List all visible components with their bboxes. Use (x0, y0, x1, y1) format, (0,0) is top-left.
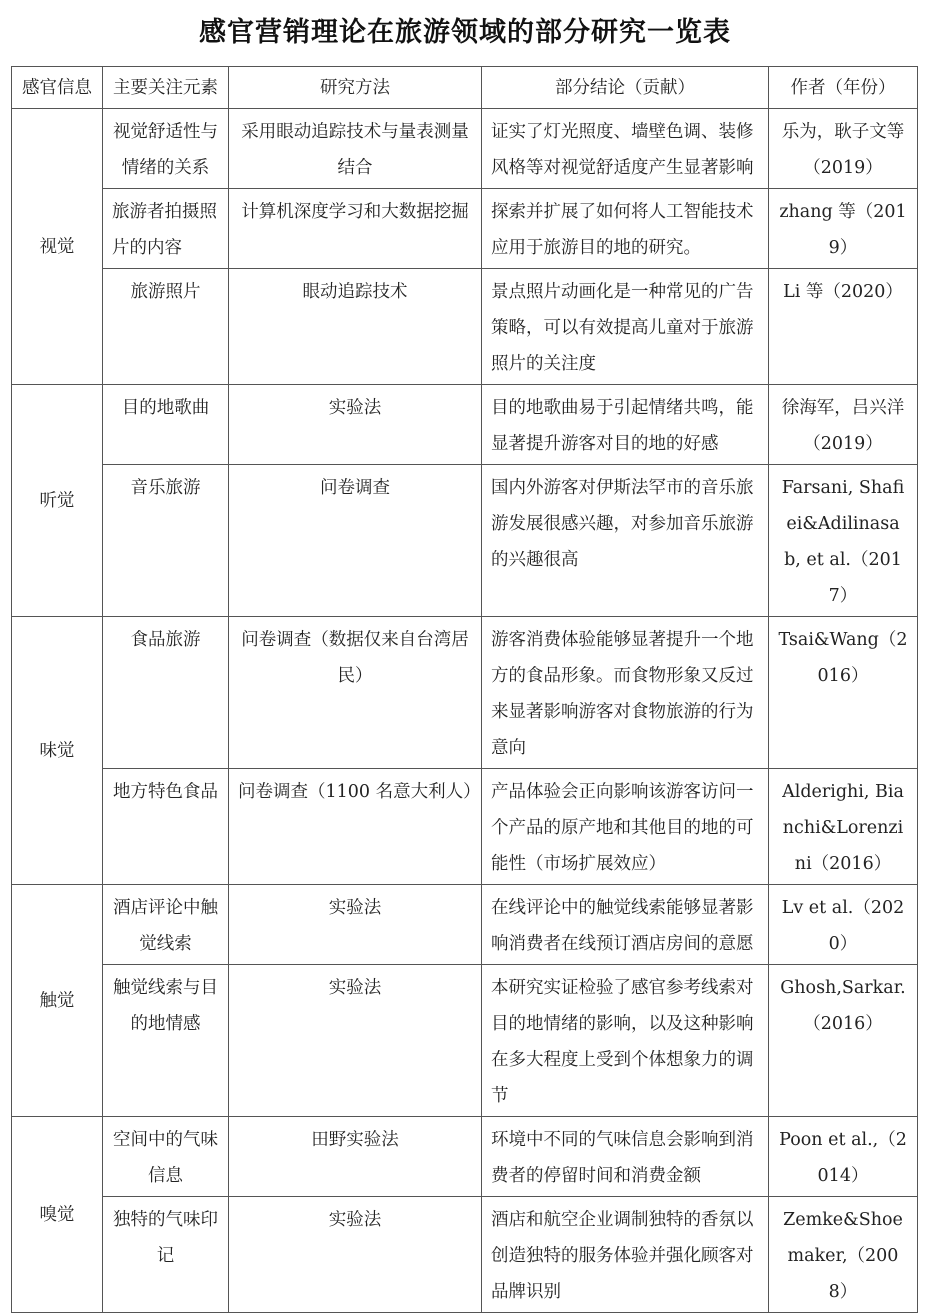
element-cell: 独特的气味印记 (103, 1197, 229, 1313)
element-cell: 触觉线索与目的地情感 (103, 965, 229, 1117)
page-title: 感官营销理论在旅游领域的部分研究一览表 (199, 17, 731, 48)
conclusion-cell: 酒店和航空企业调制独特的香氛以创造独特的服务体验并强化顾客对品牌识别 (482, 1197, 769, 1313)
method-cell: 问卷调查（数据仅来自台湾居民） (229, 617, 482, 769)
table-row (12, 1117, 918, 1197)
conclusion-cell: 证实了灯光照度、墙壁色调、装修风格等对视觉舒适度产生显著影响 (482, 109, 769, 189)
element-cell: 酒店评论中触觉线索 (103, 885, 229, 965)
method-cell: 采用眼动追踪技术与量表测量结合 (229, 109, 482, 189)
author-cell: Ghosh,Sarkar.（2016） (769, 965, 918, 1117)
method-cell: 眼动追踪技术 (229, 269, 482, 385)
element-cell: 地方特色食品 (103, 769, 229, 885)
header-element: 主要关注元素 (103, 67, 229, 109)
author-cell: zhang 等（2019） (769, 189, 918, 269)
element-cell: 空间中的气味信息 (103, 1117, 229, 1197)
table-row (12, 965, 918, 1117)
author-cell: Tsai&Wang（2016） (769, 617, 918, 769)
author-cell: Alderighi, Bianchi&Lorenzini（2016） (769, 769, 918, 885)
element-cell: 旅游照片 (103, 269, 229, 385)
element-cell: 旅游者拍摄照片的内容 (103, 189, 229, 269)
sense-cell: 视觉 (12, 109, 103, 385)
author-cell: Poon et al.,（2014） (769, 1117, 918, 1197)
conclusion-cell: 产品体验会正向影响该游客访问一个产品的原产地和其他目的地的可能性（市场扩展效应） (482, 769, 769, 885)
sense-cell: 嗅觉 (12, 1117, 103, 1313)
table-row (12, 617, 918, 769)
element-cell: 音乐旅游 (103, 465, 229, 617)
conclusion-cell: 环境中不同的气味信息会影响到消费者的停留时间和消费金额 (482, 1117, 769, 1197)
table-row (12, 465, 918, 617)
method-cell: 实验法 (229, 965, 482, 1117)
sense-cell: 味觉 (12, 617, 103, 885)
sense-cell: 听觉 (12, 385, 103, 617)
author-cell: Farsani, Shafiei&Adilinasab, et al.（2017） (769, 465, 918, 617)
conclusion-cell: 本研究实证检验了感官参考线索对目的地情绪的影响，以及这种影响在多大程度上受到个体想象力的调节 (482, 965, 769, 1117)
header-row (12, 67, 918, 109)
method-cell: 问卷调查 (229, 465, 482, 617)
method-cell: 田野实验法 (229, 1117, 482, 1197)
header-sense: 感官信息 (12, 67, 103, 109)
author-cell: 乐为，耿子文等（2019） (769, 109, 918, 189)
method-cell: 问卷调查（1100 名意大利人） (229, 769, 482, 885)
method-cell: 计算机深度学习和大数据挖掘 (229, 189, 482, 269)
method-cell: 实验法 (229, 885, 482, 965)
method-cell: 实验法 (229, 385, 482, 465)
author-cell: Li 等（2020） (769, 269, 918, 385)
sense-cell: 触觉 (12, 885, 103, 1117)
table-row (12, 269, 918, 385)
element-cell: 目的地歌曲 (103, 385, 229, 465)
conclusion-cell: 景点照片动画化是一种常见的广告策略，可以有效提高儿童对于旅游照片的关注度 (482, 269, 769, 385)
table-row (12, 1197, 918, 1313)
element-cell: 视觉舒适性与情绪的关系 (103, 109, 229, 189)
table-row (12, 189, 918, 269)
header-author: 作者（年份） (769, 67, 918, 109)
table-row (12, 885, 918, 965)
conclusion-cell: 游客消费体验能够显著提升一个地方的食品形象。而食物形象又反过来显著影响游客对食物旅游的行为意向 (482, 617, 769, 769)
header-conclusion: 部分结论（贡献） (482, 67, 769, 109)
table-row (12, 109, 918, 189)
element-cell: 食品旅游 (103, 617, 229, 769)
header-method: 研究方法 (229, 67, 482, 109)
method-cell: 实验法 (229, 1197, 482, 1313)
conclusion-cell: 目的地歌曲易于引起情绪共鸣，能显著提升游客对目的地的好感 (482, 385, 769, 465)
conclusion-cell: 在线评论中的触觉线索能够显著影响消费者在线预订酒店房间的意愿 (482, 885, 769, 965)
author-cell: Lv et al.（2020） (769, 885, 918, 965)
author-cell: 徐海军，吕兴洋（2019） (769, 385, 918, 465)
author-cell: Zemke&Shoemaker,（2008） (769, 1197, 918, 1313)
conclusion-cell: 国内外游客对伊斯法罕市的音乐旅游发展很感兴趣，对参加音乐旅游的兴趣很高 (482, 465, 769, 617)
table-row (12, 385, 918, 465)
table-row (12, 769, 918, 885)
research-table (11, 66, 918, 1313)
conclusion-cell: 探索并扩展了如何将人工智能技术应用于旅游目的地的研究。 (482, 189, 769, 269)
